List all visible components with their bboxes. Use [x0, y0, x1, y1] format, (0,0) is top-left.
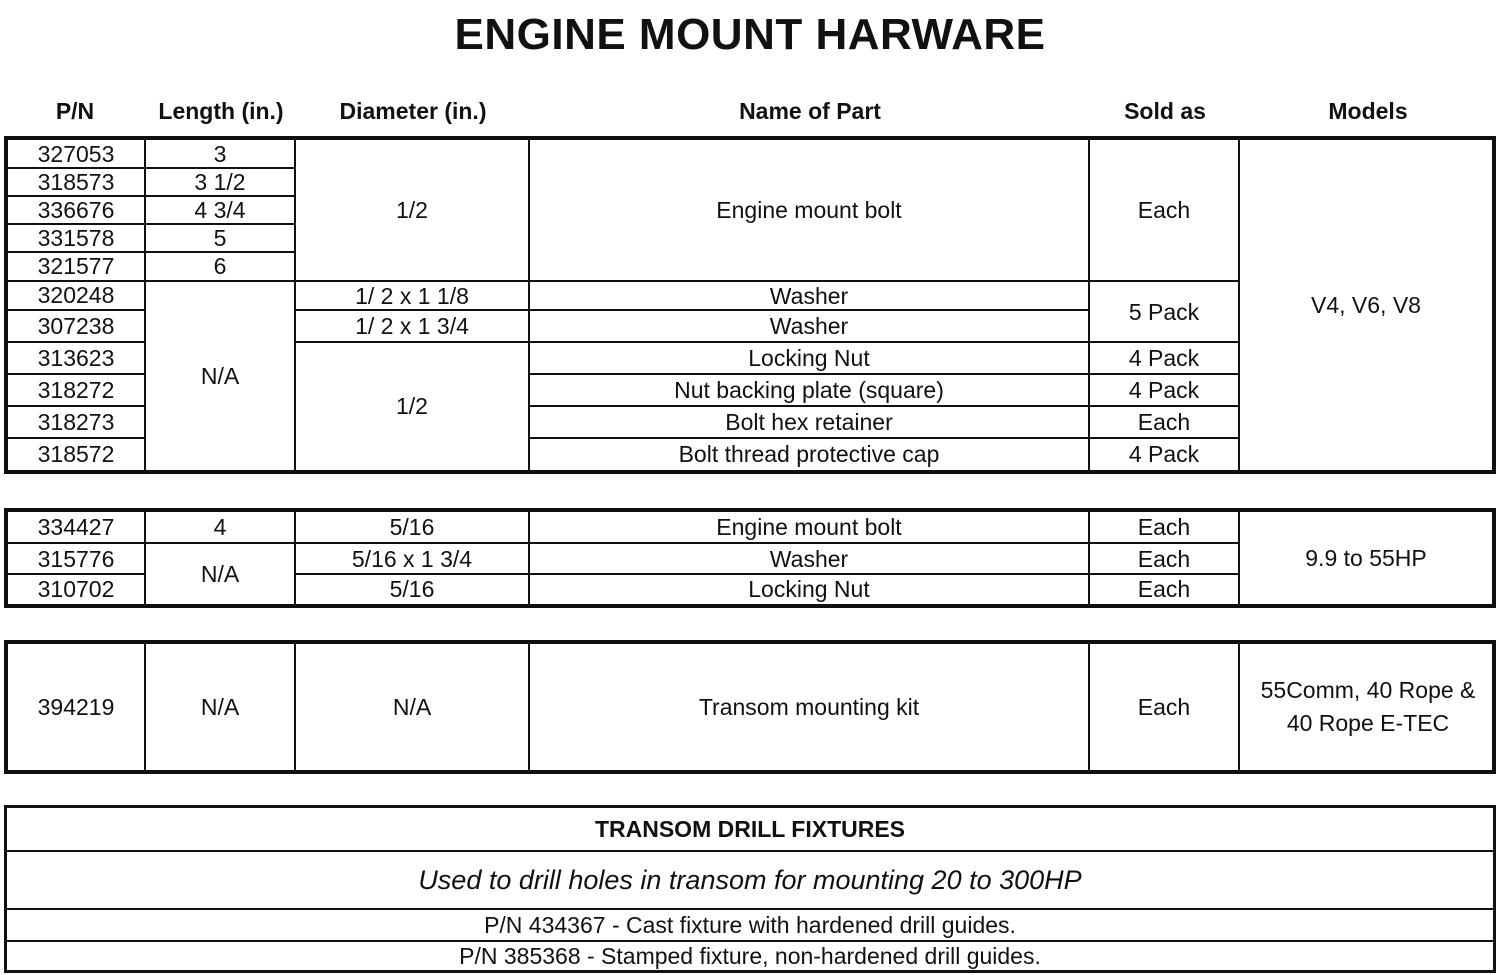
pn-cell: 331578 [37, 224, 115, 251]
length-cell: N/A [200, 560, 240, 587]
diameter-cell: 5/16 x 1 3/4 [351, 545, 473, 572]
models-cell: V4, V6, V8 [1311, 291, 1421, 318]
diameter-cell: 1/ 2 x 1 3/4 [355, 313, 469, 340]
diameter-cell: 5/16 [389, 514, 435, 541]
page-title: ENGINE MOUNT HARWARE [454, 10, 1046, 59]
section-transom-kit [4, 640, 1496, 774]
pn-cell: 315776 [37, 545, 115, 572]
transom-drill-fixtures-box [4, 805, 1496, 973]
name-cell: Nut backing plate (square) [674, 377, 944, 404]
header-pn: P/N [55, 97, 95, 124]
length-cell: N/A [200, 693, 240, 720]
sold-cell: 4 Pack [1128, 345, 1200, 372]
name-cell: Washer [769, 282, 849, 309]
pn-cell: 318273 [37, 408, 115, 435]
name-cell: Bolt hex retainer [725, 409, 893, 436]
length-cell: 4 3/4 [194, 196, 246, 223]
pn-cell: 320248 [37, 282, 115, 309]
pn-cell: 318272 [37, 376, 115, 403]
sold-cell: 4 Pack [1128, 377, 1200, 404]
header-sold: Sold as [1124, 97, 1206, 124]
pn-cell: 313623 [37, 344, 115, 371]
models-cell: 55Comm, 40 Rope & 40 Rope E-TEC [1260, 676, 1476, 736]
models-cell: 9.9 to 55HP [1305, 544, 1427, 571]
pn-cell: 336676 [37, 196, 115, 223]
name-cell: Locking Nut [748, 576, 870, 603]
length-cell: 3 1/2 [194, 168, 246, 195]
header-models: Models [1328, 97, 1408, 124]
name-cell: Washer [769, 545, 849, 572]
pn-cell: 307238 [37, 312, 115, 339]
length-cell: 6 [213, 253, 227, 280]
diameter-cell: N/A [392, 693, 432, 720]
header-name: Name of Part [739, 97, 881, 124]
sold-cell: Each [1137, 409, 1191, 436]
section-small-engines [4, 508, 1496, 608]
name-cell: Washer [769, 313, 849, 340]
sold-cell: Each [1137, 576, 1191, 603]
fixture-line: P/N 434367 - Cast fixture with hardened drill guides. [484, 911, 1016, 938]
pn-cell: 318572 [37, 440, 115, 467]
fixture-line: P/N 385368 - Stamped fixture, non-hardened drill guides. [459, 943, 1041, 969]
diameter-cell: 1/2 [396, 393, 428, 420]
header-diameter: Diameter (in.) [339, 97, 487, 124]
sold-cell: Each [1137, 545, 1191, 572]
sold-cell: Each [1137, 693, 1191, 720]
pn-cell: 310702 [37, 576, 115, 603]
sold-cell: 4 Pack [1128, 441, 1200, 468]
name-cell: Bolt thread protective cap [678, 441, 940, 468]
pn-cell: 327053 [37, 140, 115, 167]
length-cell: 4 [213, 514, 227, 541]
sold-cell: Each [1137, 196, 1191, 223]
pn-cell: 318573 [37, 168, 115, 195]
diameter-cell: 1/ 2 x 1 1/8 [355, 282, 469, 309]
name-cell: Engine mount bolt [716, 514, 902, 541]
pn-cell: 334427 [37, 514, 115, 541]
name-cell: Locking Nut [748, 345, 870, 372]
pn-cell: 321577 [37, 253, 115, 280]
sold-cell: 5 Pack [1128, 298, 1200, 325]
diameter-cell: 1/2 [396, 196, 428, 223]
diameter-cell: 5/16 [389, 576, 435, 603]
length-cell: 3 [213, 140, 227, 167]
header-length: Length (in.) [158, 97, 284, 124]
fixtures-subtitle: Used to drill holes in transom for mounting 20 to 300HP [418, 864, 1082, 895]
length-cell: 5 [213, 224, 227, 251]
section-v-engines [4, 136, 1496, 474]
pn-cell: 394219 [37, 693, 115, 720]
length-cell: N/A [200, 362, 240, 389]
name-cell: Transom mounting kit [698, 693, 920, 720]
sold-cell: Each [1137, 514, 1191, 541]
name-cell: Engine mount bolt [716, 196, 902, 223]
fixtures-title: TRANSOM DRILL FIXTURES [594, 815, 906, 842]
